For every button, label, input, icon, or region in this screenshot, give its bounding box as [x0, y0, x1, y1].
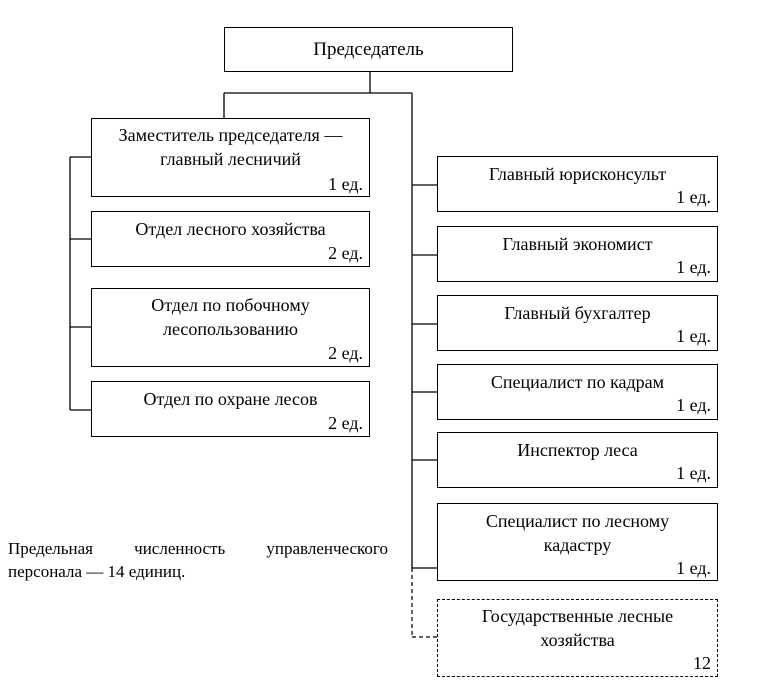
state-forestry-enterprises-units: 12 — [693, 653, 711, 673]
secondary-use-department-units: 2 ед. — [328, 343, 363, 363]
staff-limit-note: Предельная численность управленческого персонала — 14 единиц. — [8, 539, 388, 581]
forest-protection-department-title: Отдел по охране лесов — [143, 389, 318, 409]
forest-inspector-units: 1 ед. — [676, 463, 711, 483]
chief-accountant-units: 1 ед. — [676, 326, 711, 346]
forest-protection-department-units: 2 ед. — [328, 413, 363, 433]
secondary-use-department-title-line-1: Отдел по побочному — [151, 295, 310, 315]
hr-specialist-units: 1 ед. — [676, 395, 711, 415]
chief-legal-counsel-units: 1 ед. — [676, 187, 711, 207]
chief-economist-units: 1 ед. — [676, 257, 711, 277]
deputy-chairman-box — [91, 118, 370, 197]
chairman-title: Председатель — [313, 39, 424, 60]
hr-specialist-title: Специалист по кадрам — [490, 372, 665, 392]
chief-accountant-title: Главный бухгалтер — [504, 303, 651, 323]
forest-cadastre-specialist-units: 1 ед. — [676, 558, 711, 578]
secondary-use-department-box — [91, 288, 370, 367]
chief-economist-box — [437, 226, 718, 282]
forestry-department-units: 2 ед. — [328, 243, 363, 263]
forest-cadastre-specialist-box — [437, 503, 718, 581]
chief-legal-counsel-title: Главный юрисконсульт — [488, 164, 667, 184]
forest-cadastre-specialist-title-line-1: Специалист по лесному — [485, 511, 670, 531]
forestry-department-box — [91, 211, 370, 267]
forestry-department-title: Отдел лесного хозяйства — [135, 219, 326, 239]
deputy-chairman-units: 1 ед. — [328, 174, 363, 194]
forest-protection-department-box — [91, 381, 370, 437]
chairman-box — [224, 27, 513, 72]
chief-accountant-box — [437, 295, 718, 351]
deputy-chairman-title-line-2: главный лесничий — [160, 149, 301, 169]
state-forestry-enterprises-title-line-2: хозяйства — [540, 630, 615, 650]
chief-legal-counsel-box — [437, 156, 718, 212]
hr-specialist-box — [437, 364, 718, 420]
forest-inspector-box — [437, 432, 718, 488]
state-forestry-enterprises-title-line-1: Государственные лесные — [481, 606, 674, 626]
chief-economist-title: Главный экономист — [502, 234, 653, 254]
state-forestry-enterprises-box — [437, 599, 718, 677]
deputy-chairman-title-line-1: Заместитель председателя — — [118, 125, 343, 145]
forest-cadastre-specialist-title-line-2: кадастру — [543, 535, 612, 555]
secondary-use-department-title-line-2: лесопользованию — [163, 319, 298, 339]
forest-inspector-title: Инспектор леса — [517, 440, 638, 460]
